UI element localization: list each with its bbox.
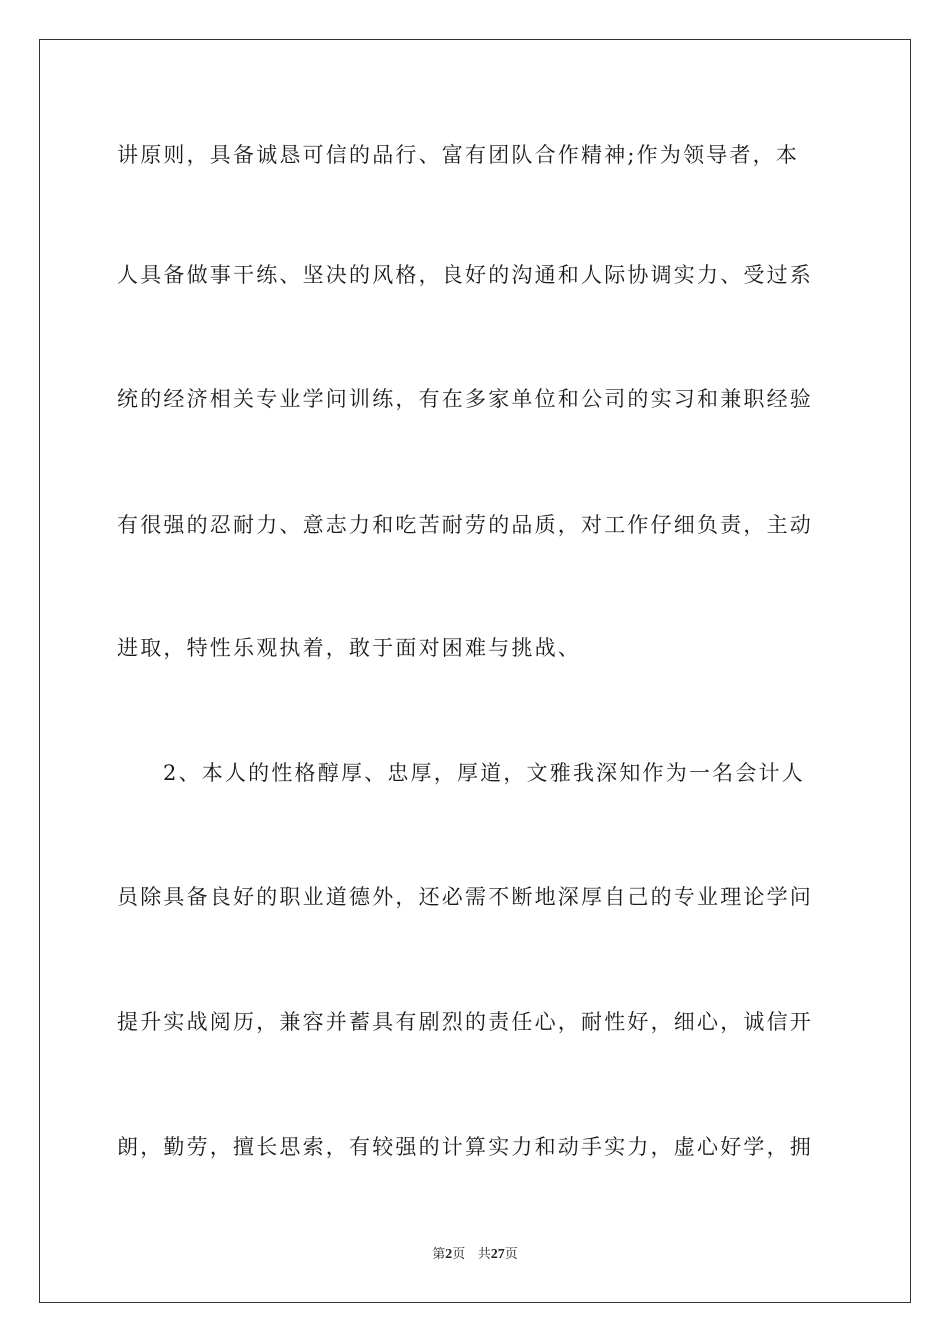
body-text-line-8: 提升实战阅历，兼容并蓄具有剧烈的责任心，耐性好，细心，诚信开: [117, 1010, 813, 1034]
footer-total-suffix: 页: [504, 1247, 518, 1262]
page-border: [39, 39, 911, 1303]
body-text-line-7: 员除具备良好的职业道德外，还必需不断地深厚自己的专业理论学问: [117, 885, 813, 909]
body-text-line-5: 进取，特性乐观执着，敢于面对困难与挑战、: [117, 636, 581, 660]
body-text-line-9: 朗，勤劳，擅长思索，有较强的计算实力和动手实力，虚心好学，拥: [117, 1135, 813, 1159]
body-text-line-6: 2、本人的性格醇厚、忠厚，厚道，文雅我深知作为一名会计人: [163, 761, 805, 785]
footer-page-number: 2: [445, 1247, 453, 1262]
body-text-line-2: 人具备做事干练、坚决的风格，良好的沟通和人际协调实力、受过系: [117, 263, 813, 287]
body-text-line-1: 讲原则，具备诚恳可信的品行、富有团队合作精神;作为领导者，本: [117, 143, 800, 167]
footer-total-pages: 27: [490, 1247, 505, 1262]
body-text-line-3: 统的经济相关专业学问训练，有在多家单位和公司的实习和兼职经验: [117, 387, 813, 411]
footer-total-prefix: 共: [477, 1247, 491, 1262]
footer-page-suffix: 页: [452, 1247, 466, 1262]
footer-page-prefix: 第: [432, 1247, 446, 1262]
page-footer: [0, 1246, 950, 1264]
body-text-line-4: 有很强的忍耐力、意志力和吃苦耐劳的品质，对工作仔细负责，主动: [117, 513, 813, 537]
